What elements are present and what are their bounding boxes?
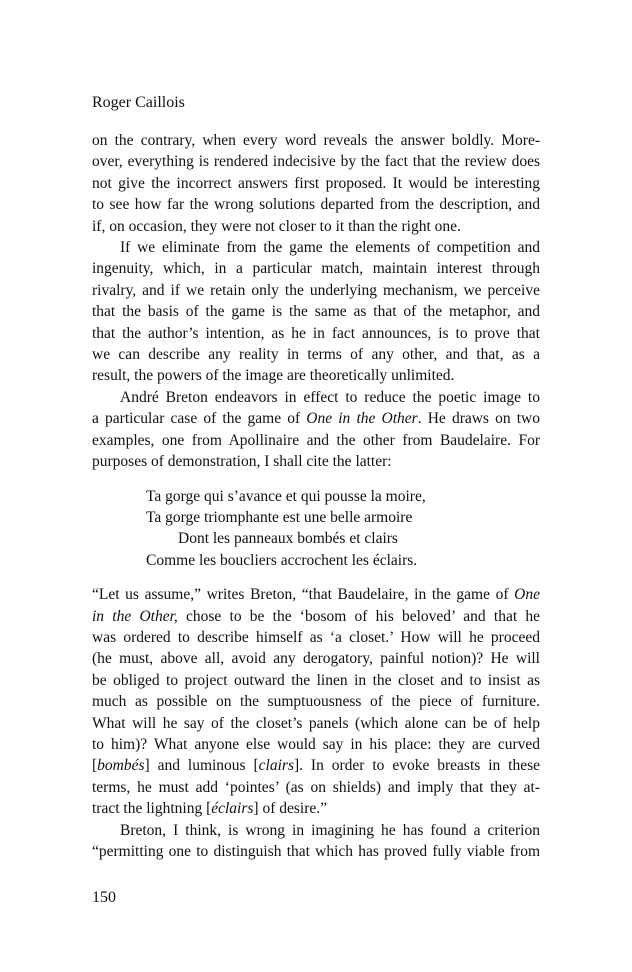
text-segment: ] of desire.” bbox=[253, 800, 328, 818]
text-line: if, on occasion, they were not closer to it than the right one. bbox=[92, 217, 461, 235]
french-italic: clairs bbox=[258, 757, 294, 775]
text-line: over, everything is rendered indecisive by the fact that the review does bbox=[92, 153, 540, 171]
verse-line: Ta gorge triomphante est une belle armoire bbox=[146, 508, 413, 526]
running-head: Roger Caillois bbox=[92, 94, 185, 111]
text-line: we can describe any reality in terms of any other, and that, as a bbox=[92, 346, 540, 364]
french-italic: bombés bbox=[97, 757, 145, 775]
title-italic: One bbox=[514, 586, 540, 604]
text-line: much as possible on the sumptuousness of the piece of furniture. bbox=[92, 693, 540, 711]
text-line: What will he say of the closet’s panels (which alone can be of help bbox=[92, 714, 540, 732]
paragraph-4 bbox=[92, 584, 540, 819]
text-line bbox=[92, 755, 540, 776]
text-line: to him)? What anyone else would say in his place: they are curved bbox=[92, 735, 540, 753]
text-line: purposes of demonstration, I shall cite the latter: bbox=[92, 453, 392, 471]
text-line: that the author’s intention, as he in fact announces, is to prove that bbox=[92, 324, 540, 342]
text-segment: ]. In order to evoke breasts in these bbox=[293, 757, 541, 775]
text-segment: . He draws on two bbox=[417, 410, 540, 428]
text-line: examples, one from Apollinaire and the other from Baudelaire. For bbox=[92, 431, 540, 449]
text-line: be obliged to project outward the linen in the closet and to insist as bbox=[92, 671, 540, 689]
text-segment: [ bbox=[92, 757, 98, 775]
text-segment: ] and luminous [ bbox=[144, 757, 259, 775]
text-line bbox=[92, 408, 540, 429]
text-segment: tract the lightning [ bbox=[92, 800, 212, 818]
verse-quotation bbox=[146, 486, 540, 572]
verse-line: Comme les boucliers accrochent les éclairs. bbox=[146, 551, 418, 569]
title-italic: One in the Other bbox=[306, 410, 418, 428]
text-line: ingenuity, which, in a particular match, maintain interest through bbox=[92, 260, 540, 278]
text-line: rivalry, and if we retain only the underlying mechanism, we perceive bbox=[92, 281, 540, 299]
text-line: to see how far the wrong solutions departed from the description, and bbox=[92, 196, 540, 214]
text-line: terms, he must add ‘pointes’ (as on shields) and imply that they at- bbox=[92, 778, 540, 796]
text-line: on the contrary, when every word reveals the answer boldly. More- bbox=[92, 132, 540, 149]
verse-line: Dont les panneaux bombés et clairs bbox=[178, 530, 398, 548]
text-segment: “Let us assume,” writes Breton, “that Baudelaire, in the game of bbox=[92, 586, 515, 604]
paragraph-1 bbox=[92, 130, 540, 237]
paragraph-5 bbox=[92, 820, 540, 863]
text-line bbox=[92, 606, 540, 627]
text-line: If we eliminate from the game the elements of competition and bbox=[120, 239, 540, 257]
text-line: (he must, above all, avoid any derogatory, painful notion)? He will bbox=[92, 650, 540, 668]
verse-line: Ta gorge qui s’avance et qui pousse la moire, bbox=[146, 487, 426, 505]
title-italic: in the Other, bbox=[92, 607, 178, 625]
text-line bbox=[92, 798, 540, 819]
text-line: was ordered to describe himself as ‘a closet.’ How will he proceed bbox=[92, 628, 540, 646]
text-line bbox=[92, 584, 540, 605]
text-line: that the basis of the game is the same as that of the metaphor, and bbox=[92, 303, 540, 321]
text-segment: chose to be the ‘bosom of his beloved’ and that he bbox=[177, 607, 540, 625]
body-text bbox=[92, 130, 540, 862]
text-line: André Breton endeavors in effect to reduce the poetic image to bbox=[120, 388, 540, 406]
text-line: Breton, I think, is wrong in imagining he has found a criterion bbox=[120, 821, 540, 839]
paragraph-2 bbox=[92, 237, 540, 387]
text-segment: a particular case of the game of bbox=[92, 410, 307, 428]
text-line: not give the incorrect answers first proposed. It would be interesting bbox=[92, 174, 540, 192]
paragraph-3 bbox=[92, 387, 540, 473]
text-line: result, the powers of the image are theoretically unlimited. bbox=[92, 367, 455, 385]
page-number: 150 bbox=[92, 889, 116, 906]
french-italic: éclairs bbox=[211, 800, 254, 818]
text-line: “permitting one to distinguish that which has proved fully viable from bbox=[92, 843, 540, 860]
